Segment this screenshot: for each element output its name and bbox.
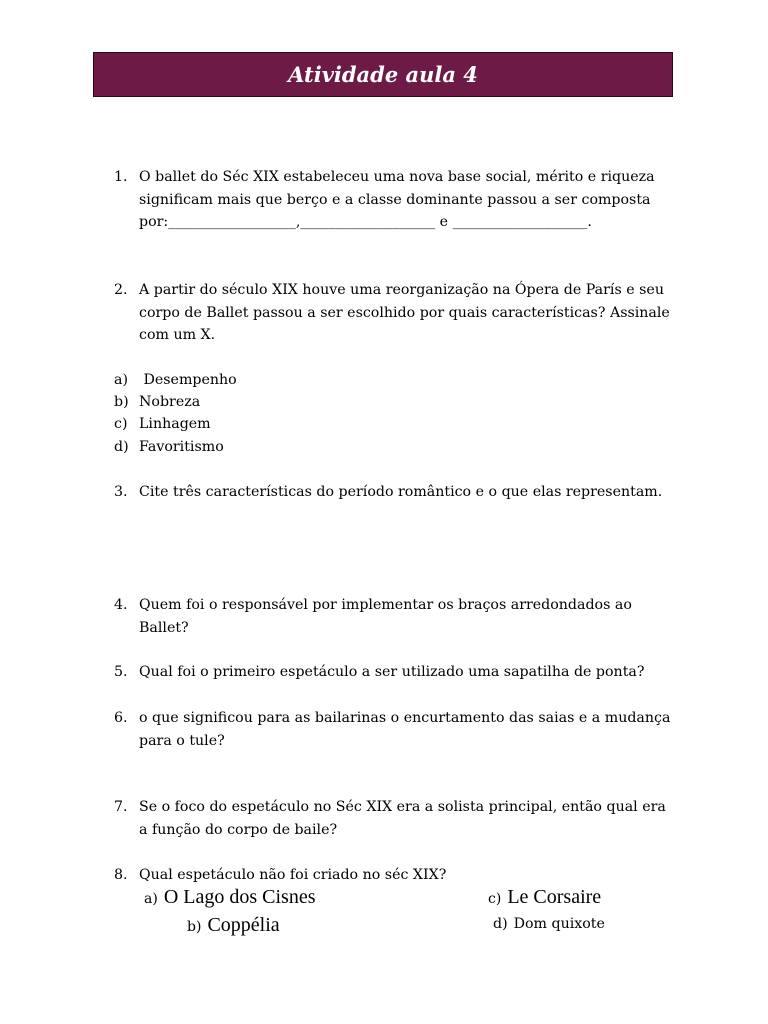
option-text: O Lago dos Cisnes bbox=[163, 886, 316, 908]
option-text: Desempenho bbox=[139, 372, 237, 388]
question-3 bbox=[114, 481, 674, 504]
option-item bbox=[114, 413, 211, 436]
question-2 bbox=[114, 279, 674, 347]
question-text: Cite três características do período romântico e o que elas representam. bbox=[139, 484, 663, 500]
option-letter: d) bbox=[493, 916, 508, 932]
question-number: 3. bbox=[114, 484, 128, 500]
question-number: 1. bbox=[114, 169, 128, 185]
option-item bbox=[114, 391, 200, 414]
option-text: Linhagem bbox=[139, 416, 211, 432]
option-text: Nobreza bbox=[139, 394, 201, 410]
option-letter: a) bbox=[114, 372, 128, 388]
option-item bbox=[493, 916, 605, 932]
title-banner bbox=[93, 52, 673, 97]
question-number: 7. bbox=[114, 799, 128, 815]
question-8 bbox=[114, 864, 674, 887]
option-text: Coppélia bbox=[207, 914, 280, 936]
option-item bbox=[187, 914, 280, 937]
option-letter: b) bbox=[114, 394, 129, 410]
option-letter: a) bbox=[144, 891, 158, 907]
option-letter: d) bbox=[114, 439, 129, 455]
question-text: O ballet do Séc XIX estabeleceu uma nova base social, mérito e riqueza significam mais que berço e a classe dominante passou a ser composta por:__________________,___________________ e ___________________. bbox=[139, 169, 655, 230]
page-title: Atividade aula 4 bbox=[288, 62, 478, 87]
option-text: Le Corsaire bbox=[507, 886, 602, 908]
question-text: Se o foco do espetáculo no Séc XIX era a solista principal, então qual era a função do corpo de baile? bbox=[139, 799, 666, 838]
question-text: A partir do século XIX houve uma reorganização na Ópera de París e seu corpo de Ballet passou a ser escolhido por quais características? Assinale com um X. bbox=[139, 282, 670, 343]
option-text: Dom quixote bbox=[513, 916, 605, 932]
option-item bbox=[488, 886, 601, 909]
option-letter: c) bbox=[488, 891, 502, 907]
question-7 bbox=[114, 796, 674, 841]
question-number: 4. bbox=[114, 597, 128, 613]
question-number: 6. bbox=[114, 710, 128, 726]
option-item bbox=[144, 886, 315, 909]
option-letter: b) bbox=[187, 919, 202, 935]
question-1 bbox=[114, 166, 674, 234]
question-text: o que significou para as bailarinas o encurtamento das saias e a mudança para o tule? bbox=[139, 710, 671, 749]
option-item bbox=[114, 369, 237, 392]
option-letter: c) bbox=[114, 416, 128, 432]
question-number: 5. bbox=[114, 664, 128, 680]
option-text: Favoritismo bbox=[139, 439, 224, 455]
question-5 bbox=[114, 661, 674, 684]
question-text: Qual espetáculo não foi criado no séc XIX? bbox=[139, 867, 447, 883]
question-number: 2. bbox=[114, 282, 128, 298]
question-4 bbox=[114, 594, 674, 639]
question-text: Quem foi o responsável por implementar os braços arredondados ao Ballet? bbox=[139, 597, 632, 636]
question-number: 8. bbox=[114, 867, 128, 883]
option-item bbox=[114, 436, 224, 459]
question-6 bbox=[114, 707, 674, 752]
question-text: Qual foi o primeiro espetáculo a ser utilizado uma sapatilha de ponta? bbox=[139, 664, 645, 680]
